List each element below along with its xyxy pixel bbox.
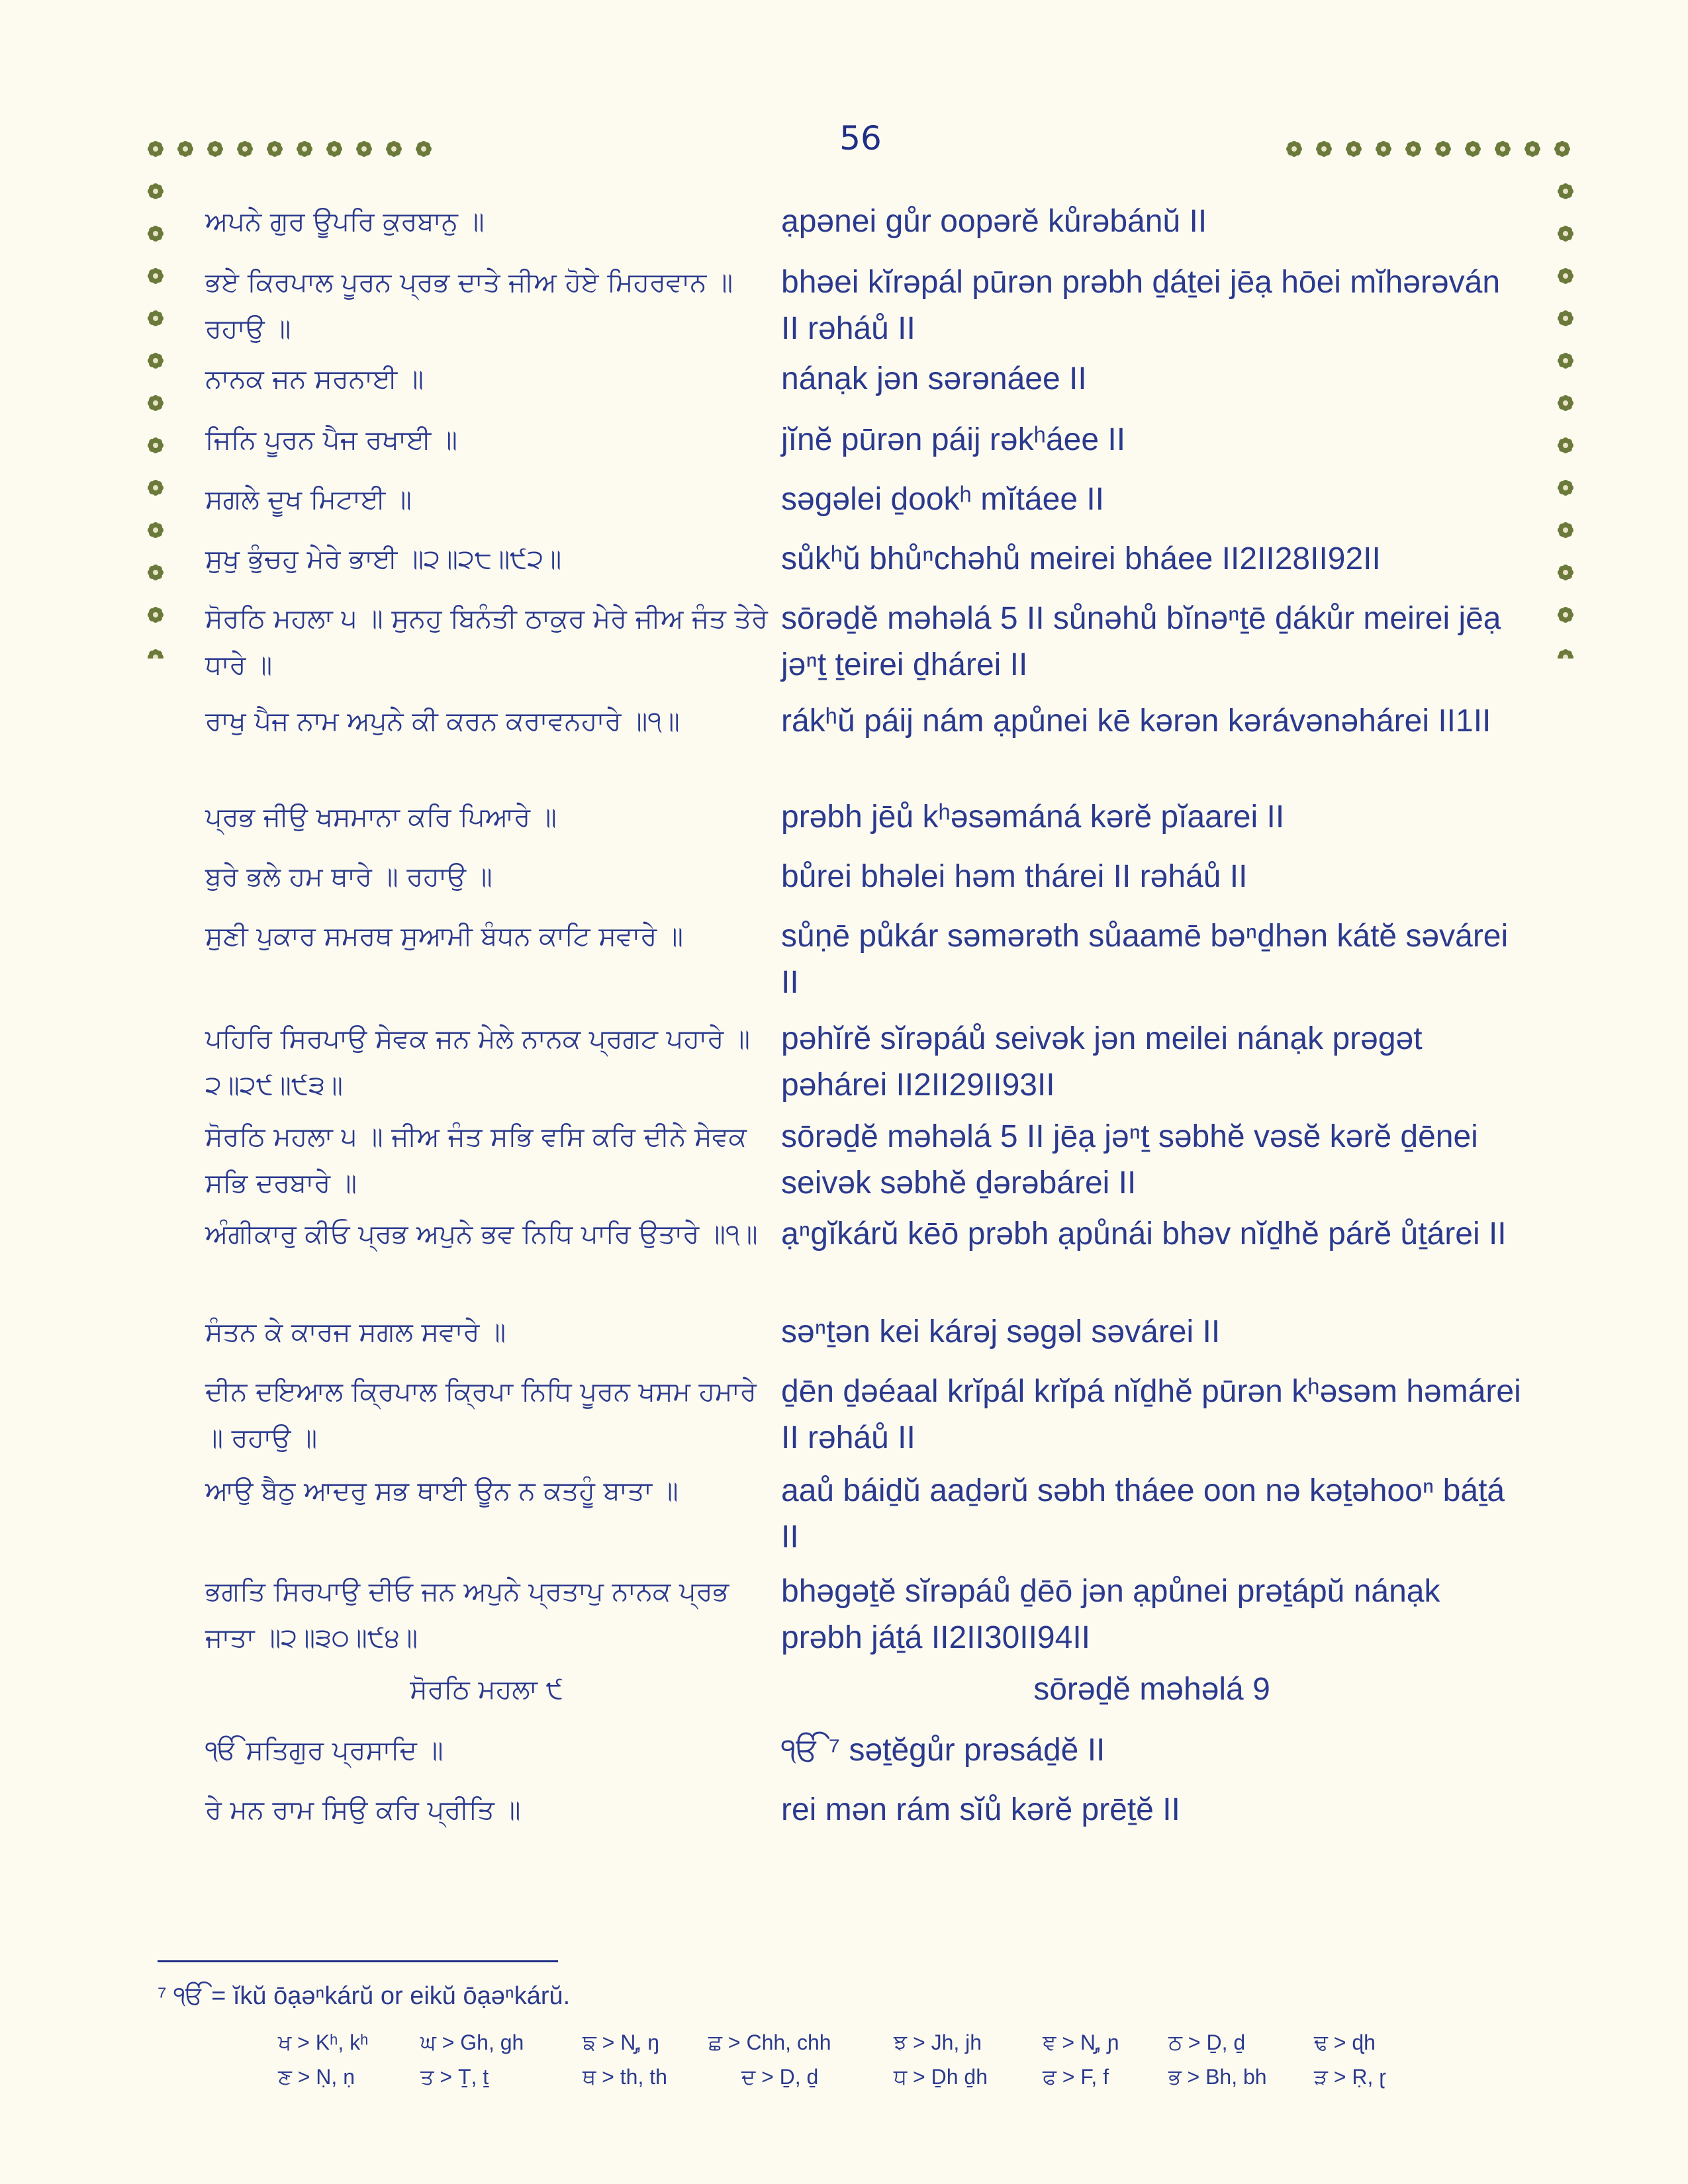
flower-icon xyxy=(148,437,164,453)
legend-item: ਧ > Ḏh ḏh xyxy=(894,2065,988,2089)
flower-icon xyxy=(1405,141,1421,157)
legend-item: ਝ > Jh, jh xyxy=(894,2030,982,2054)
flower-icon xyxy=(207,141,223,157)
gurmukhi-text: ਸਗਲੇ ਦੂਖ ਮਿਟਾਈ ॥ xyxy=(205,484,412,515)
flower-icon xyxy=(148,183,164,199)
transliteration-text: ḏēn ḏəéaal krĭpál krĭpá nĭḏhĕ pūrən kʰəsəm həmárei II rəháů II xyxy=(781,1374,1521,1455)
transliteration-text: sůkʰŭ bhůⁿchəhů meirei bháee II2II28II92II xyxy=(781,541,1381,576)
flower-icon xyxy=(1558,480,1573,496)
transliteration-text: bůrei bhəlei həm thárei II rəháů II xyxy=(781,859,1248,894)
flower-icon xyxy=(416,141,432,157)
transliteration-text: bhəei kĭrəpál pūrən prəbh ḏáṯei jēạ hōei mĭhərəván II rəháů II xyxy=(781,265,1501,346)
flower-icon xyxy=(148,607,164,623)
flower-icon xyxy=(1558,268,1573,284)
gurmukhi-text: ਸੰਤਨ ਕੇ ਕਾਰਜ ਸਗਲ ਸਵਾਰੇ ॥ xyxy=(205,1317,506,1347)
flower-icon xyxy=(1346,141,1362,157)
legend-item: ਦ > Ḏ, ḏ xyxy=(741,2065,819,2089)
flower-icon xyxy=(1558,522,1573,538)
gurmukhi-text: ਦੀਨ ਦਇਆਲ ਕ੍ਰਿਪਾਲ ਕ੍ਰਿਪਾ ਨਿਧਿ ਪੂਰਨ ਖਸਮ ਹਮਾਰੇ ॥ ਰਹਾਉ ॥ xyxy=(205,1377,757,1453)
gurmukhi-text: ਨਾਨਕ ਜਨ ਸਰਨਾਈ ॥ xyxy=(205,364,424,394)
flower-icon xyxy=(1558,226,1573,242)
legend-item: ੜ > Ṛ, ɽ xyxy=(1314,2065,1386,2089)
transliteration-text: bhəgəṯĕ sĭrəpáů ḏēō jən ạpůnei prəṯápŭ nánạk prəbh jáṯá II2II30II94II xyxy=(781,1574,1440,1655)
gurmukhi-text: ਭਏ ਕਿਰਪਾਲ ਪੂਰਨ ਪ੍ਰਭ ਦਾਤੇ ਜੀਅ ਹੋਏ ਮਿਹਰਵਾਨ ॥ ਰਹਾਉ ॥ xyxy=(205,267,733,344)
transliteration-text: rákʰŭ páij nám ạpůnei kē kərən kərávənəhárei II1II xyxy=(781,704,1491,739)
flower-icon xyxy=(267,141,283,157)
transliteration-text: səⁿṯən kei kárəj səgəl səvárei II xyxy=(781,1314,1221,1349)
flower-icon xyxy=(148,310,164,326)
flower-icon xyxy=(148,565,164,580)
flower-icon xyxy=(148,268,164,284)
legend-item: ਖ > Kʰ, kʰ xyxy=(278,2030,369,2054)
gurmukhi-text: ਸੁਖੁ ਭੁੰਚਹੁ ਮੇਰੇ ਭਾਈ ॥੨॥੨੮॥੯੨॥ xyxy=(205,544,562,574)
transliteration-text: aaů báiḏŭ aaḏərŭ səbh tháee oon nə kəṯəhooⁿ báṯá II xyxy=(781,1473,1505,1555)
flower-icon xyxy=(148,480,164,496)
flower-icon xyxy=(1465,141,1481,157)
flower-icon xyxy=(1558,395,1573,411)
flower-icon xyxy=(1316,141,1332,157)
flower-icon xyxy=(148,141,164,157)
transliteration-text: pəhĭrĕ sĭrəpáů seivək jən meilei nánạk prəgət pəhárei II2II29II93II xyxy=(781,1021,1423,1103)
gurmukhi-text: ਰਾਖੁ ਪੈਜ ਨਾਮ ਅਪੁਨੇ ਕੀ ਕਰਨ ਕਰਾਵਨਹਾਰੇ ॥੧॥ xyxy=(205,706,680,737)
legend-item: ਤ > Ṯ, ṯ xyxy=(420,2065,489,2089)
flower-icon xyxy=(297,141,312,157)
gurmukhi-text: ਸੁਣੀ ਪੁਕਾਰ ਸਮਰਥ ਸੁਆਮੀ ਬੰਧਨ ਕਾਟਿ ਸਵਾਰੇ ॥ xyxy=(205,921,683,952)
flower-icon xyxy=(1558,310,1573,326)
gurmukhi-text: ਭਗਤਿ ਸਿਰਪਾਉ ਦੀਓ ਜਨ ਅਪੁਨੇ ਪ੍ਰਤਾਪੁ ਨਾਨਕ ਪ੍ਰਭ ਜਾਤਾ ॥੨॥੩੦॥੯੪॥ xyxy=(205,1576,729,1653)
gurmukhi-text: ਜਿਨਿ ਪੂਰਨ ਪੈਜ ਰਖਾਈ ॥ xyxy=(205,425,457,455)
legend-item: ਞ > N̡, ɲ xyxy=(1043,2030,1119,2054)
flower-icon xyxy=(237,141,253,157)
flower-icon xyxy=(1558,607,1573,623)
gurmukhi-heading: ਸੋਰਠਿ ਮਹਲਾ ੯ xyxy=(410,1674,563,1705)
page-number: 56 xyxy=(839,119,882,158)
transliteration-text: ੴ ⁷ səṯĕgůr prəsáḏĕ II xyxy=(781,1733,1105,1768)
footnote-divider xyxy=(158,1960,558,1962)
flower-icon xyxy=(1558,565,1573,580)
gurmukhi-text: ਰੇ ਮਨ ਰਾਮ ਸਿਉ ਕਰਿ ਪ੍ਰੀਤਿ ॥ xyxy=(205,1795,521,1825)
flower-icon xyxy=(386,141,402,157)
gurmukhi-text: ੴ ਸਤਿਗੁਰ ਪ੍ਰਸਾਦਿ ॥ xyxy=(205,1735,444,1766)
gurmukhi-text: ਅਪਨੇ ਗੁਰ ਊਪਰਿ ਕੁਰਬਾਨੁ ॥ xyxy=(205,206,485,237)
transliteration-text: ạpənei gůr oopərĕ kůrəbánŭ II xyxy=(781,204,1207,239)
flower-icon xyxy=(177,141,193,157)
flower-icon xyxy=(148,353,164,369)
legend-item: ਣ > Ṇ, ṇ xyxy=(278,2065,355,2089)
flower-icon xyxy=(1495,141,1511,157)
legend-item: ਭ > Bh, bh xyxy=(1168,2065,1267,2089)
legend-item: ਫ > F, f xyxy=(1043,2065,1109,2089)
legend-item: ਥ > th, th xyxy=(583,2065,667,2089)
transliteration-text: səgəlei ḏookʰ mĭtáee II xyxy=(781,482,1105,517)
gurmukhi-text: ਸੋਰਠਿ ਮਹਲਾ ੫ ॥ ਜੀਅ ਜੰਤ ਸਭਿ ਵਸਿ ਕਰਿ ਦੀਨੇ ਸੇਵਕ ਸਭਿ ਦਰਬਾਰੇ ॥ xyxy=(205,1122,747,1199)
flower-icon xyxy=(1554,141,1570,157)
legend-item: ਢ > ɖh xyxy=(1314,2030,1376,2054)
flower-icon xyxy=(1558,353,1573,369)
flower-icon xyxy=(1524,141,1540,157)
gurmukhi-text: ਪ੍ਰਭ ਜੀਉ ਖਸਮਾਨਾ ਕਰਿ ਪਿਆਰੇ ॥ xyxy=(205,802,557,833)
flower-icon xyxy=(148,649,164,659)
transliteration-text: sōrəḏĕ məhəlá 5 II sůnəhů bĭnəⁿṯē ḏákůr meirei jēạ jəⁿṯ ṯeirei ḏhárei II xyxy=(781,601,1501,682)
transliteration-heading: sōrəḏĕ məhəlá 9 xyxy=(1033,1672,1270,1707)
transliteration-text: rei mən rám sĭů kərĕ prēṯĕ II xyxy=(781,1792,1180,1827)
flower-icon xyxy=(1558,183,1573,199)
gurmukhi-text: ਸੋਰਠਿ ਮਹਲਾ ੫ ॥ ਸੁਨਹੁ ਬਿਨੰਤੀ ਠਾਕੁਰ ਮੇਰੇ ਜੀਅ ਜੰਤ ਤੇਰੇ ਧਾਰੇ ॥ xyxy=(205,604,768,680)
gurmukhi-text: ਆਉ ਬੈਠੁ ਆਦਰੁ ਸਭ ਥਾਈ ਊਨ ਨ ਕਤਹੂੰ ਬਾਤਾ ॥ xyxy=(205,1476,679,1506)
gurmukhi-text: ਬੁਰੇ ਭਲੇ ਹਮ ਥਾਰੇ ॥ ਰਹਾਉ ॥ xyxy=(205,862,492,892)
flower-icon xyxy=(326,141,342,157)
flower-icon xyxy=(148,522,164,538)
flower-icon xyxy=(148,395,164,411)
flower-icon xyxy=(356,141,372,157)
footnote: ⁷ ੴ = ĭkŭ ōạəⁿkárŭ or eikŭ ōạəⁿkárŭ. xyxy=(158,1982,571,2010)
transliteration-text: jĭnĕ pūrən páij rəkʰáee II xyxy=(781,422,1126,457)
gurmukhi-text: ਅੰਗੀਕਾਰੁ ਕੀਓ ਪ੍ਰਭ ਅਪੁਨੇ ਭਵ ਨਿਧਿ ਪਾਰਿ ਉਤਾਰੇ ॥੧॥ xyxy=(205,1219,758,1250)
flower-icon xyxy=(1435,141,1451,157)
transliteration-text: sůṇē půkár səmərəth sůaamē bəⁿḏhən kátĕ səvárei II xyxy=(781,919,1509,1000)
gurmukhi-text: ਪਹਿਰਿ ਸਿਰਪਾਉ ਸੇਵਕ ਜਨ ਮੇਲੇ ਨਾਨਕ ਪ੍ਰਗਟ ਪਹਾਰੇ ॥੨॥੨੯॥੯੩॥ xyxy=(205,1024,750,1101)
transliteration-text: sōrəḏĕ məhəlá 5 II jēạ jəⁿṯ səbhĕ vəsĕ kərĕ ḏēnei seivək səbhĕ ḏərəbárei II xyxy=(781,1119,1478,1201)
legend-item: ਠ > Ḏ, ḏ xyxy=(1168,2030,1246,2054)
flower-icon xyxy=(148,226,164,242)
legend-item: ਛ > Chh, chh xyxy=(708,2030,831,2054)
flower-icon xyxy=(1558,649,1573,659)
legend-item: ਙ > N̡, ŋ xyxy=(583,2030,659,2054)
transliteration-text: prəbh jēů kʰəsəmáná kərĕ pĭaarei II xyxy=(781,799,1285,835)
flower-icon xyxy=(1376,141,1391,157)
legend-item: ਘ > Gh, gh xyxy=(420,2030,524,2054)
transliteration-text: nánạk jən sərənáee II xyxy=(781,361,1087,396)
transliteration-text: ạⁿgĭkárŭ kēō prəbh ạpůnái bhəv nĭḏhĕ párĕ ůṯárei II xyxy=(781,1216,1507,1251)
flower-icon xyxy=(1558,437,1573,453)
flower-icon xyxy=(1286,141,1302,157)
